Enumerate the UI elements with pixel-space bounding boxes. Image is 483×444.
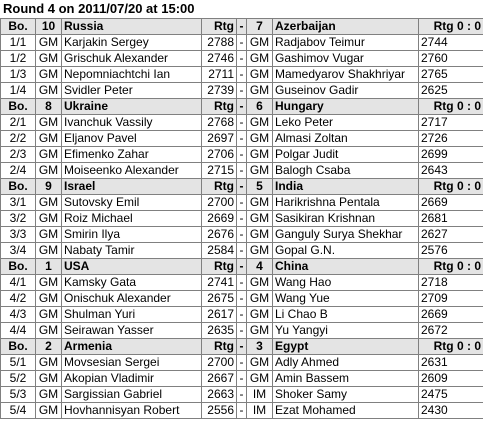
home-player-rating: 2739 bbox=[202, 83, 237, 99]
board-number: 1/2 bbox=[1, 51, 36, 67]
home-player-name: Nabaty Tamir bbox=[62, 243, 202, 259]
board-number: 4/2 bbox=[1, 291, 36, 307]
away-player-title: GM bbox=[247, 131, 273, 147]
home-player-name: Sutovsky Emil bbox=[62, 195, 202, 211]
board-header-label: Bo. bbox=[1, 19, 36, 35]
home-player-rating: 2635 bbox=[202, 323, 237, 339]
separator-dash: - bbox=[237, 403, 247, 419]
home-player-rating: 2663 bbox=[202, 387, 237, 403]
away-team-number: 5 bbox=[247, 179, 273, 195]
away-player-title: GM bbox=[247, 371, 273, 387]
home-player-title: GM bbox=[36, 323, 62, 339]
away-player-rating: 2627 bbox=[419, 227, 483, 243]
home-player-rating: 2700 bbox=[202, 355, 237, 371]
home-player-rating: 2711 bbox=[202, 67, 237, 83]
home-player-name: Shulman Yuri bbox=[62, 307, 202, 323]
board-header-label: Bo. bbox=[1, 99, 36, 115]
home-player-title: GM bbox=[36, 115, 62, 131]
rating-and-score-header bbox=[419, 99, 483, 115]
home-player-name: Karjakin Sergey bbox=[62, 35, 202, 51]
away-player-rating: 2765 bbox=[419, 67, 483, 83]
away-player-name: Gashimov Vugar bbox=[273, 51, 419, 67]
home-player-name: Eljanov Pavel bbox=[62, 131, 202, 147]
board-row bbox=[1, 291, 483, 307]
away-player-title: GM bbox=[247, 291, 273, 307]
board-number: 3/2 bbox=[1, 211, 36, 227]
home-player-rating: 2715 bbox=[202, 163, 237, 179]
board-row bbox=[1, 227, 483, 243]
board-row bbox=[1, 307, 483, 323]
board-number: 2/1 bbox=[1, 115, 36, 131]
board-number: 4/4 bbox=[1, 323, 36, 339]
home-player-title: GM bbox=[36, 355, 62, 371]
home-team-name: Ukraine bbox=[62, 99, 202, 115]
home-player-title: GM bbox=[36, 403, 62, 419]
board-row bbox=[1, 275, 483, 291]
home-player-title: GM bbox=[36, 51, 62, 67]
away-player-rating: 2669 bbox=[419, 307, 483, 323]
separator-dash: - bbox=[237, 35, 247, 51]
home-player-name: Roiz Michael bbox=[62, 211, 202, 227]
home-player-rating: 2741 bbox=[202, 275, 237, 291]
home-team-number: 8 bbox=[36, 99, 62, 115]
away-player-title: GM bbox=[247, 35, 273, 51]
away-player-name: Shoker Samy bbox=[273, 387, 419, 403]
away-player-name: Sasikiran Krishnan bbox=[273, 211, 419, 227]
away-player-name: Balogh Csaba bbox=[273, 163, 419, 179]
away-team-number: 3 bbox=[247, 339, 273, 355]
separator-dash: - bbox=[237, 371, 247, 387]
away-team-name: Azerbaijan bbox=[273, 19, 419, 35]
separator-dash: - bbox=[237, 259, 247, 275]
away-player-title: GM bbox=[247, 211, 273, 227]
board-row bbox=[1, 67, 483, 83]
separator-dash: - bbox=[237, 99, 247, 115]
away-player-name: Polgar Judit bbox=[273, 147, 419, 163]
away-rating-header-label: Rtg bbox=[433, 339, 454, 353]
away-player-rating: 2726 bbox=[419, 131, 483, 147]
home-player-title: GM bbox=[36, 35, 62, 51]
home-player-name: Kamsky Gata bbox=[62, 275, 202, 291]
away-player-name: Radjabov Teimur bbox=[273, 35, 419, 51]
team-match-header bbox=[1, 179, 483, 195]
home-player-rating: 2697 bbox=[202, 131, 237, 147]
home-player-name: Moiseenko Alexander bbox=[62, 163, 202, 179]
away-player-title: GM bbox=[247, 51, 273, 67]
home-player-title: GM bbox=[36, 211, 62, 227]
separator-dash: - bbox=[237, 67, 247, 83]
home-player-name: Sargissian Gabriel bbox=[62, 387, 202, 403]
home-player-name: Nepomniachtchi Ian bbox=[62, 67, 202, 83]
separator-dash: - bbox=[237, 339, 247, 355]
home-player-rating: 2768 bbox=[202, 115, 237, 131]
home-player-name: Smirin Ilya bbox=[62, 227, 202, 243]
away-player-rating: 2430 bbox=[419, 403, 483, 419]
home-player-name: Efimenko Zahar bbox=[62, 147, 202, 163]
board-row bbox=[1, 323, 483, 339]
home-player-name: Svidler Peter bbox=[62, 83, 202, 99]
away-player-rating: 2625 bbox=[419, 83, 483, 99]
away-player-title: GM bbox=[247, 275, 273, 291]
rating-header-label: Rtg bbox=[202, 19, 237, 35]
rating-and-score-header bbox=[419, 19, 483, 35]
home-player-name: Hovhannisyan Robert bbox=[62, 403, 202, 419]
separator-dash: - bbox=[237, 147, 247, 163]
away-player-name: Almasi Zoltan bbox=[273, 131, 419, 147]
away-player-name: Gopal G.N. bbox=[273, 243, 419, 259]
away-player-title: IM bbox=[247, 387, 273, 403]
board-number: 3/1 bbox=[1, 195, 36, 211]
home-player-name: Seirawan Yasser bbox=[62, 323, 202, 339]
away-player-rating: 2609 bbox=[419, 371, 483, 387]
separator-dash: - bbox=[237, 131, 247, 147]
away-player-rating: 2672 bbox=[419, 323, 483, 339]
separator-dash: - bbox=[237, 323, 247, 339]
home-team-number: 9 bbox=[36, 179, 62, 195]
match-score: 0 : 0 bbox=[456, 259, 481, 273]
away-player-rating: 2717 bbox=[419, 115, 483, 131]
away-player-rating: 2631 bbox=[419, 355, 483, 371]
away-team-name: India bbox=[273, 179, 419, 195]
away-player-title: GM bbox=[247, 227, 273, 243]
board-number: 5/3 bbox=[1, 387, 36, 403]
board-number: 2/3 bbox=[1, 147, 36, 163]
home-player-name: Akopian Vladimir bbox=[62, 371, 202, 387]
away-player-title: GM bbox=[247, 195, 273, 211]
home-team-name: Armenia bbox=[62, 339, 202, 355]
away-player-rating: 2681 bbox=[419, 211, 483, 227]
board-number: 1/3 bbox=[1, 67, 36, 83]
away-player-name: Yu Yangyi bbox=[273, 323, 419, 339]
board-row bbox=[1, 115, 483, 131]
away-team-number: 7 bbox=[247, 19, 273, 35]
home-player-title: GM bbox=[36, 275, 62, 291]
home-player-rating: 2584 bbox=[202, 243, 237, 259]
away-team-name: China bbox=[273, 259, 419, 275]
away-player-title: GM bbox=[247, 355, 273, 371]
separator-dash: - bbox=[237, 227, 247, 243]
home-team-name: Russia bbox=[62, 19, 202, 35]
board-number: 4/3 bbox=[1, 307, 36, 323]
board-row bbox=[1, 371, 483, 387]
home-player-title: GM bbox=[36, 227, 62, 243]
board-header-label: Bo. bbox=[1, 339, 36, 355]
team-match-header bbox=[1, 19, 483, 35]
board-row bbox=[1, 147, 483, 163]
rating-header-label: Rtg bbox=[202, 99, 237, 115]
away-player-name: Mamedyarov Shakhriyar bbox=[273, 67, 419, 83]
round-title: Round 4 on 2011/07/20 at 15:00 bbox=[3, 1, 195, 16]
home-player-title: GM bbox=[36, 387, 62, 403]
home-player-title: GM bbox=[36, 243, 62, 259]
board-number: 2/4 bbox=[1, 163, 36, 179]
board-number: 1/1 bbox=[1, 35, 36, 51]
separator-dash: - bbox=[237, 355, 247, 371]
away-rating-header-label: Rtg bbox=[433, 19, 454, 33]
home-player-rating: 2788 bbox=[202, 35, 237, 51]
home-player-title: GM bbox=[36, 131, 62, 147]
rating-header-label: Rtg bbox=[202, 179, 237, 195]
rating-header-label: Rtg bbox=[202, 339, 237, 355]
away-team-name: Egypt bbox=[273, 339, 419, 355]
home-team-name: Israel bbox=[62, 179, 202, 195]
home-player-rating: 2700 bbox=[202, 195, 237, 211]
team-match-header bbox=[1, 339, 483, 355]
away-player-name: Li Chao B bbox=[273, 307, 419, 323]
separator-dash: - bbox=[237, 387, 247, 403]
team-match-header bbox=[1, 99, 483, 115]
board-number: 4/1 bbox=[1, 275, 36, 291]
separator-dash: - bbox=[237, 163, 247, 179]
board-row bbox=[1, 83, 483, 99]
home-player-title: GM bbox=[36, 195, 62, 211]
separator-dash: - bbox=[237, 275, 247, 291]
away-team-name: Hungary bbox=[273, 99, 419, 115]
board-number: 3/4 bbox=[1, 243, 36, 259]
separator-dash: - bbox=[237, 115, 247, 131]
board-row bbox=[1, 131, 483, 147]
home-player-rating: 2676 bbox=[202, 227, 237, 243]
board-number: 5/1 bbox=[1, 355, 36, 371]
away-player-name: Wang Hao bbox=[273, 275, 419, 291]
away-team-number: 4 bbox=[247, 259, 273, 275]
team-match-header bbox=[1, 259, 483, 275]
away-player-rating: 2669 bbox=[419, 195, 483, 211]
rating-header-label: Rtg bbox=[202, 259, 237, 275]
separator-dash: - bbox=[237, 179, 247, 195]
separator-dash: - bbox=[237, 211, 247, 227]
away-player-name: Leko Peter bbox=[273, 115, 419, 131]
match-score: 0 : 0 bbox=[456, 99, 481, 113]
separator-dash: - bbox=[237, 19, 247, 35]
away-player-title: GM bbox=[247, 163, 273, 179]
board-number: 5/4 bbox=[1, 403, 36, 419]
away-player-name: Ezat Mohamed bbox=[273, 403, 419, 419]
home-player-title: GM bbox=[36, 307, 62, 323]
board-header-label: Bo. bbox=[1, 179, 36, 195]
board-row bbox=[1, 387, 483, 403]
away-player-title: GM bbox=[247, 83, 273, 99]
board-number: 3/3 bbox=[1, 227, 36, 243]
home-player-rating: 2617 bbox=[202, 307, 237, 323]
away-player-rating: 2576 bbox=[419, 243, 483, 259]
home-player-rating: 2556 bbox=[202, 403, 237, 419]
match-score: 0 : 0 bbox=[456, 179, 481, 193]
home-team-number: 1 bbox=[36, 259, 62, 275]
home-player-rating: 2706 bbox=[202, 147, 237, 163]
board-row bbox=[1, 163, 483, 179]
separator-dash: - bbox=[237, 83, 247, 99]
separator-dash: - bbox=[237, 243, 247, 259]
board-row bbox=[1, 403, 483, 419]
away-rating-header-label: Rtg bbox=[433, 259, 454, 273]
away-rating-header-label: Rtg bbox=[433, 99, 454, 113]
separator-dash: - bbox=[237, 51, 247, 67]
pairings-table bbox=[0, 18, 483, 419]
away-player-name: Ganguly Surya Shekhar bbox=[273, 227, 419, 243]
home-player-title: GM bbox=[36, 163, 62, 179]
rating-and-score-header bbox=[419, 259, 483, 275]
separator-dash: - bbox=[237, 195, 247, 211]
separator-dash: - bbox=[237, 307, 247, 323]
home-player-title: GM bbox=[36, 371, 62, 387]
board-header-label: Bo. bbox=[1, 259, 36, 275]
separator-dash: - bbox=[237, 291, 247, 307]
home-team-number: 10 bbox=[36, 19, 62, 35]
away-player-name: Harikrishna Pentala bbox=[273, 195, 419, 211]
away-team-number: 6 bbox=[247, 99, 273, 115]
away-rating-header-label: Rtg bbox=[433, 179, 454, 193]
home-player-title: GM bbox=[36, 83, 62, 99]
home-player-name: Grischuk Alexander bbox=[62, 51, 202, 67]
board-row bbox=[1, 51, 483, 67]
away-player-name: Amin Bassem bbox=[273, 371, 419, 387]
home-team-number: 2 bbox=[36, 339, 62, 355]
rating-and-score-header bbox=[419, 339, 483, 355]
match-score: 0 : 0 bbox=[456, 339, 481, 353]
home-player-name: Onischuk Alexander bbox=[62, 291, 202, 307]
home-player-name: Ivanchuk Vassily bbox=[62, 115, 202, 131]
away-player-title: GM bbox=[247, 243, 273, 259]
away-player-rating: 2643 bbox=[419, 163, 483, 179]
home-player-rating: 2669 bbox=[202, 211, 237, 227]
board-row bbox=[1, 355, 483, 371]
board-row bbox=[1, 35, 483, 51]
match-score: 0 : 0 bbox=[456, 19, 481, 33]
board-row bbox=[1, 243, 483, 259]
away-player-name: Guseinov Gadir bbox=[273, 83, 419, 99]
home-player-rating: 2675 bbox=[202, 291, 237, 307]
away-player-rating: 2744 bbox=[419, 35, 483, 51]
away-player-name: Adly Ahmed bbox=[273, 355, 419, 371]
home-player-title: GM bbox=[36, 147, 62, 163]
home-player-title: GM bbox=[36, 67, 62, 83]
away-player-title: IM bbox=[247, 403, 273, 419]
away-player-title: GM bbox=[247, 67, 273, 83]
away-player-title: GM bbox=[247, 115, 273, 131]
away-player-rating: 2760 bbox=[419, 51, 483, 67]
board-row bbox=[1, 195, 483, 211]
away-player-rating: 2475 bbox=[419, 387, 483, 403]
home-player-name: Movsesian Sergei bbox=[62, 355, 202, 371]
away-player-name: Wang Yue bbox=[273, 291, 419, 307]
home-team-name: USA bbox=[62, 259, 202, 275]
board-row bbox=[1, 211, 483, 227]
away-player-title: GM bbox=[247, 147, 273, 163]
away-player-rating: 2709 bbox=[419, 291, 483, 307]
board-number: 1/4 bbox=[1, 83, 36, 99]
home-player-rating: 2746 bbox=[202, 51, 237, 67]
away-player-title: GM bbox=[247, 307, 273, 323]
away-player-title: GM bbox=[247, 323, 273, 339]
rating-and-score-header bbox=[419, 179, 483, 195]
board-number: 5/2 bbox=[1, 371, 36, 387]
home-player-title: GM bbox=[36, 291, 62, 307]
board-number: 2/2 bbox=[1, 131, 36, 147]
away-player-rating: 2718 bbox=[419, 275, 483, 291]
home-player-rating: 2667 bbox=[202, 371, 237, 387]
away-player-rating: 2699 bbox=[419, 147, 483, 163]
